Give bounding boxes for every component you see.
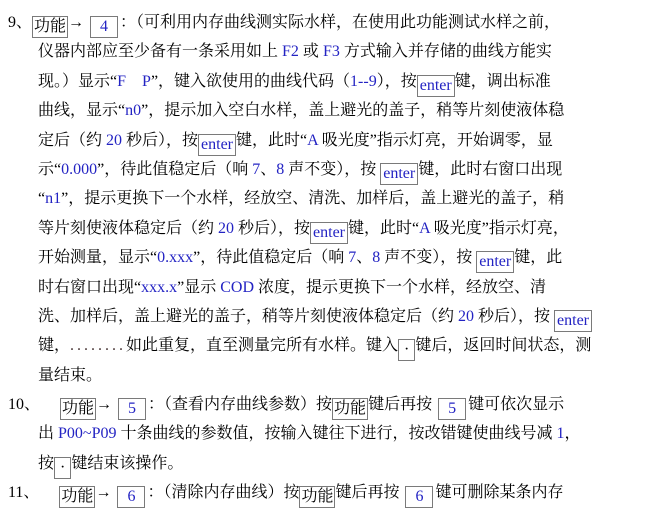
enter-key-box: enter	[310, 222, 348, 244]
text-run: →	[95, 484, 116, 502]
text-run: 量结束。	[38, 366, 103, 384]
item-number: 11、	[8, 484, 40, 502]
enter-key-box: enter	[476, 251, 514, 273]
text-run: 或	[298, 43, 323, 61]
text-run: 仪器内部应至少备有一条采用如上	[38, 43, 283, 61]
digit-key-box: 6	[405, 486, 433, 508]
text-line-5	[8, 126, 644, 155]
latin-run: 0.000	[61, 160, 98, 178]
latin-run: F2	[282, 43, 299, 61]
text-run: 键后，返回时间状态，测	[415, 337, 592, 355]
text-run	[126, 73, 142, 90]
enter-key-box: enter	[198, 134, 236, 156]
latin-run: 1--9	[350, 72, 377, 90]
text-line-13	[8, 361, 644, 390]
text-run: 键，此时“	[236, 131, 308, 149]
latin-run: A	[307, 131, 318, 149]
function-key-box: 功能	[332, 398, 368, 420]
text-run: ”，提示加入空白水样，盖上避光的盖子，稍等片刻使液体稳	[141, 102, 565, 120]
digit-key-box: 5	[438, 398, 466, 420]
text-run: 十条曲线的参数值，按输入键往下进行，按改错键使曲线号减	[116, 425, 557, 443]
text-run: 吸光度”指示灯亮，开始调零，显	[317, 131, 553, 149]
text-run: →	[68, 14, 89, 31]
digit-key-box: 5	[118, 398, 146, 420]
text-line-9	[8, 243, 644, 272]
text-run: 键，	[38, 337, 71, 355]
text-run: ：（查看内存曲线参数）按	[148, 396, 333, 414]
text-run: ，	[564, 425, 581, 443]
dot-key-box: ·	[398, 339, 415, 361]
latin-run: 20	[106, 131, 123, 149]
text-run: 键后再按	[335, 484, 404, 502]
text-run: 定后（约	[38, 131, 107, 149]
text-run: 按	[38, 454, 55, 472]
text-run: 、	[260, 160, 277, 178]
text-run: 声不变），按	[380, 249, 477, 267]
text-run: 键，此时“	[348, 219, 420, 237]
text-run: ”，待此值稳定后（响	[97, 160, 253, 178]
text-run: 键，调出标准	[454, 72, 551, 90]
latin-run: 0.xxx	[157, 249, 194, 267]
latin-run: 20	[218, 219, 235, 237]
latin-run: 8	[372, 249, 381, 267]
text-run: ），按	[376, 72, 417, 90]
text-line-17	[8, 478, 644, 507]
text-line-7	[8, 184, 644, 213]
text-line-1	[8, 8, 644, 37]
text-line-4	[8, 96, 644, 125]
function-key-box: 功能	[299, 486, 335, 508]
latin-run: COD	[220, 278, 254, 296]
text-line-3	[8, 67, 644, 96]
text-run: 秒后），按	[234, 219, 311, 237]
text-run: ”，提示更换下一个水样，经放空、清洗、加样后，盖上避光的盖子，稍	[61, 190, 565, 208]
text-run: ”，键入欲使用的曲线代码（	[150, 72, 351, 90]
latin-run: 1	[556, 425, 565, 443]
text-line-6	[8, 155, 644, 184]
latin-run: xxx.x	[141, 278, 178, 296]
text-run: 吸光度”指示灯亮，	[429, 219, 569, 237]
latin-run: A	[419, 219, 430, 237]
digit-key-box: 6	[117, 486, 145, 508]
text-run: 如此重复，直至测量完所有水样。键入	[126, 337, 399, 355]
text-run: 键可删除某条内存	[435, 484, 564, 502]
text-run: 键可依次显示	[468, 396, 565, 414]
enter-key-box: enter	[417, 75, 455, 97]
latin-run: P00~P09	[58, 425, 117, 443]
text-run: “	[38, 190, 46, 208]
text-line-14	[8, 390, 644, 419]
text-run: 开始测量，显示“	[38, 249, 158, 267]
text-line-11	[8, 302, 644, 331]
latin-run: n0	[125, 102, 142, 120]
latin-run: F3	[322, 43, 340, 61]
text-line-15	[8, 419, 644, 448]
text-run: 方式输入并存储的曲线方能实	[339, 43, 552, 61]
latin-run: 20	[458, 307, 475, 325]
text-line-12	[8, 331, 644, 360]
text-run: 时右窗口出现“	[38, 278, 142, 296]
text-run: 曲线，显示“	[38, 102, 126, 120]
latin-run: n1	[45, 190, 62, 208]
text-run: 现。）显示“	[38, 72, 118, 90]
text-run: ：（清除内存曲线）按	[147, 484, 300, 502]
item-number: 10、	[8, 396, 41, 414]
text-run: 示“	[38, 160, 62, 178]
latin-run: 7	[252, 160, 261, 178]
function-key-box: 功能	[60, 398, 96, 420]
text-line-16	[8, 449, 644, 478]
text-run: ”显示	[177, 278, 221, 296]
enter-key-box: enter	[380, 163, 418, 185]
text-run: →	[96, 396, 117, 414]
function-key-box: 功能	[32, 16, 68, 38]
text-run: 秒后），按	[122, 131, 199, 149]
text-line-10	[8, 273, 644, 302]
text-run: 键，此	[514, 249, 563, 267]
text-run: 键结束该操作。	[71, 454, 184, 472]
text-run: 键后再按	[368, 396, 437, 414]
latin-run: 8	[276, 160, 285, 178]
text-run: 秒后），按	[474, 307, 555, 325]
ellipsis-run: ........	[70, 337, 127, 355]
item-number: 9、	[8, 14, 33, 31]
latin-run: P	[142, 72, 151, 90]
text-line-8	[8, 214, 644, 243]
text-run: 等片刻使液体稳定后（约	[38, 219, 219, 237]
text-run: 声不变），按	[284, 160, 381, 178]
text-run: 、	[356, 249, 373, 267]
dot-key-box: ·	[54, 457, 71, 479]
latin-run: F	[117, 72, 127, 90]
text-line-2	[8, 37, 644, 66]
enter-key-box: enter	[554, 310, 592, 332]
latin-run: 7	[348, 249, 357, 267]
text-run: 键，此时右窗口出现	[418, 160, 563, 178]
text-run: ”，待此值稳定后（响	[193, 249, 349, 267]
text-run: ：（可利用内存曲线测实际水样，在使用此功能测试水样之前，	[120, 14, 561, 31]
text-run: 浓度，提示更换下一个水样，经放空、清	[254, 278, 547, 296]
text-run: 出	[38, 425, 59, 443]
text-run: 洗、加样后，盖上避光的盖子，稍等片刻使液体稳定后（约	[38, 307, 459, 325]
function-key-box: 功能	[59, 486, 95, 508]
digit-key-box: 4	[90, 16, 118, 38]
